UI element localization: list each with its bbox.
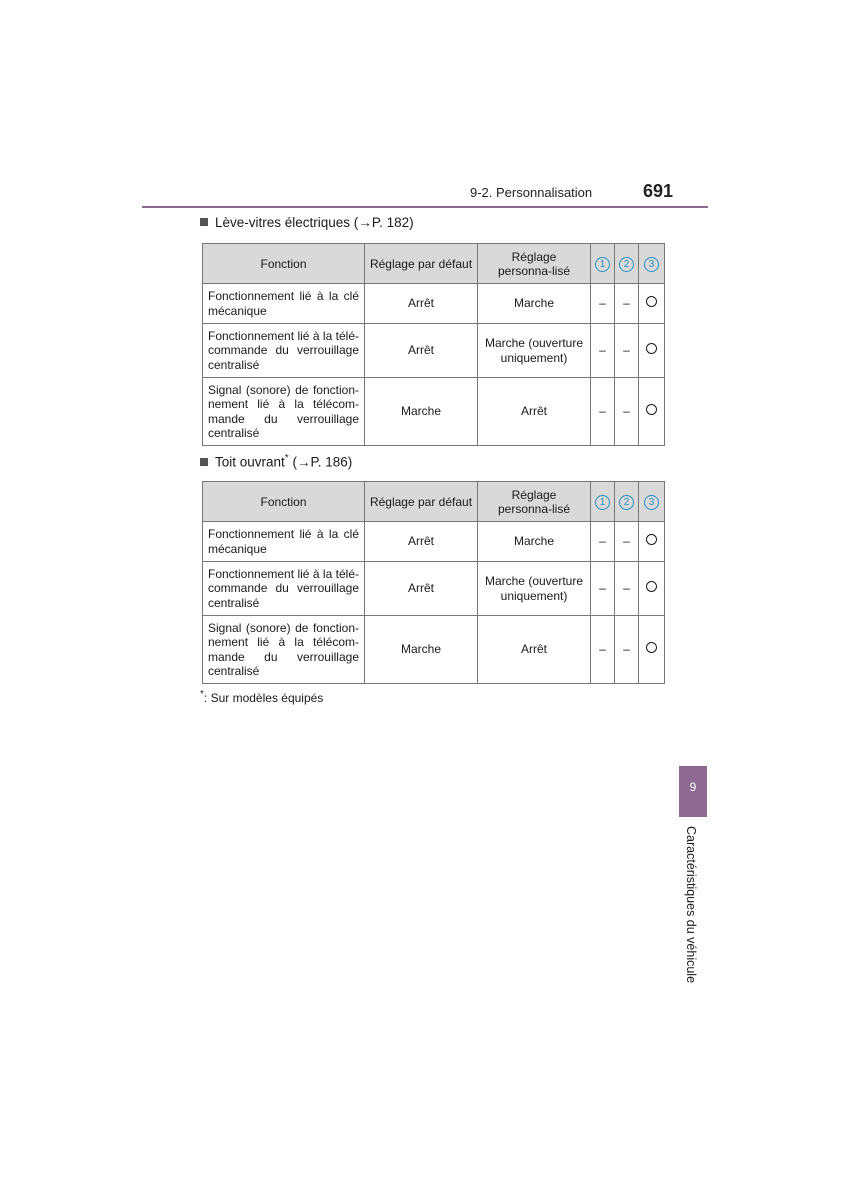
section-title: Lève-vitres électriques ( — [215, 215, 359, 230]
circled-number-2-icon: 2 — [619, 257, 634, 272]
col-header-3 — [639, 244, 665, 284]
cell-fonction: Signal (sonore) de fonction-nement lié à la télécom-mande du verrouillage centralisé — [203, 378, 365, 446]
square-bullet-icon — [200, 458, 208, 466]
cell-custom: Arrêt — [478, 616, 591, 684]
circled-number-1-icon: 1 — [595, 257, 610, 272]
col-header-default: Réglage par défaut — [365, 482, 478, 522]
cell-fonction: Signal (sonore) de fonction-nement lié à la télécom-mande du verrouillage centralisé — [203, 616, 365, 684]
square-bullet-icon — [200, 218, 208, 226]
circle-available-icon — [646, 296, 657, 307]
circle-available-icon — [646, 581, 657, 592]
circle-available-icon — [646, 404, 657, 415]
cell-mode-2: – — [615, 616, 639, 684]
table-row — [203, 324, 665, 378]
circle-available-icon — [646, 534, 657, 545]
footnote-star: * — [284, 453, 289, 464]
cell-mode-3 — [639, 616, 665, 684]
table-row — [203, 616, 665, 684]
cell-mode-2: – — [615, 378, 639, 446]
circled-number-1-icon: 1 — [595, 495, 610, 510]
settings-table-sunroof — [202, 481, 665, 684]
circled-number-2-icon: 2 — [619, 495, 634, 510]
section-title: Toit ouvrant — [215, 454, 285, 470]
chapter-tab[interactable]: 9 — [679, 766, 707, 817]
col-header-2 — [615, 244, 639, 284]
footnote — [200, 689, 323, 705]
circled-number-3-icon: 3 — [644, 495, 659, 510]
circle-available-icon — [646, 642, 657, 653]
table-row — [203, 562, 665, 616]
section-heading-power-windows — [200, 215, 414, 230]
cell-custom: Marche (ouverture uniquement) — [478, 324, 591, 378]
cell-mode-2: – — [615, 562, 639, 616]
arrow-icon: → — [296, 454, 311, 470]
cell-custom: Arrêt — [478, 378, 591, 446]
cell-mode-1: – — [591, 378, 615, 446]
cell-mode-3 — [639, 562, 665, 616]
col-header-3 — [639, 482, 665, 522]
chapter-title: Caractéristiques du véhicule — [684, 826, 698, 984]
table-header-row — [203, 482, 665, 522]
col-header-fonction: Fonction — [203, 482, 365, 522]
cell-mode-1: – — [591, 324, 615, 378]
cell-default: Arrêt — [365, 562, 478, 616]
cell-mode-3 — [639, 378, 665, 446]
cell-mode-1: – — [591, 616, 615, 684]
table-header-row — [203, 244, 665, 284]
cell-mode-2: – — [615, 522, 639, 562]
cell-fonction: Fonctionnement lié à la télé-commande du verrouillage centralisé — [203, 324, 365, 378]
cell-custom: Marche — [478, 284, 591, 324]
cell-custom: Marche — [478, 522, 591, 562]
cell-fonction: Fonctionnement lié à la télé-commande du verrouillage centralisé — [203, 562, 365, 616]
settings-table-power-windows — [202, 243, 665, 446]
footnote-star: * — [200, 689, 204, 700]
header-title: 9-2. Personnalisation — [470, 185, 593, 200]
arrow-icon: → — [358, 215, 372, 230]
circled-number-3-icon: 3 — [644, 257, 659, 272]
page-reference[interactable]: P. 186) — [310, 454, 353, 470]
col-header-default: Réglage par défaut — [365, 244, 478, 284]
cell-custom: Marche (ouverture uniquement) — [478, 562, 591, 616]
cell-mode-3 — [639, 284, 665, 324]
cell-default: Marche — [365, 378, 478, 446]
col-header-fonction: Fonction — [203, 244, 365, 284]
cell-default: Arrêt — [365, 522, 478, 562]
col-header-1 — [591, 244, 615, 284]
table-row — [203, 284, 665, 324]
page-reference[interactable]: P. 182) — [371, 215, 414, 230]
col-header-custom: Réglage personna-lisé — [478, 482, 591, 522]
col-header-custom: Réglage personna-lisé — [478, 244, 591, 284]
cell-mode-1: – — [591, 562, 615, 616]
cell-mode-3 — [639, 324, 665, 378]
cell-mode-2: – — [615, 324, 639, 378]
cell-mode-2: – — [615, 284, 639, 324]
cell-mode-1: – — [591, 284, 615, 324]
header-divider — [142, 206, 708, 208]
circle-available-icon — [646, 343, 657, 354]
cell-default: Arrêt — [365, 284, 478, 324]
section-heading-sunroof: Toit ouvrant* (→P. 186) — [200, 453, 352, 470]
table-row — [203, 522, 665, 562]
cell-default: Marche — [365, 616, 478, 684]
page-number: 691 — [643, 181, 674, 201]
cell-fonction: Fonctionnement lié à la clé mécanique — [203, 522, 365, 562]
cell-mode-3 — [639, 522, 665, 562]
col-header-2 — [615, 482, 639, 522]
cell-mode-1: – — [591, 522, 615, 562]
col-header-1 — [591, 482, 615, 522]
table-row — [203, 378, 665, 446]
cell-fonction: Fonctionnement lié à la clé mécanique — [203, 284, 365, 324]
cell-default: Arrêt — [365, 324, 478, 378]
footnote-text: : Sur modèles équipés — [203, 691, 324, 705]
